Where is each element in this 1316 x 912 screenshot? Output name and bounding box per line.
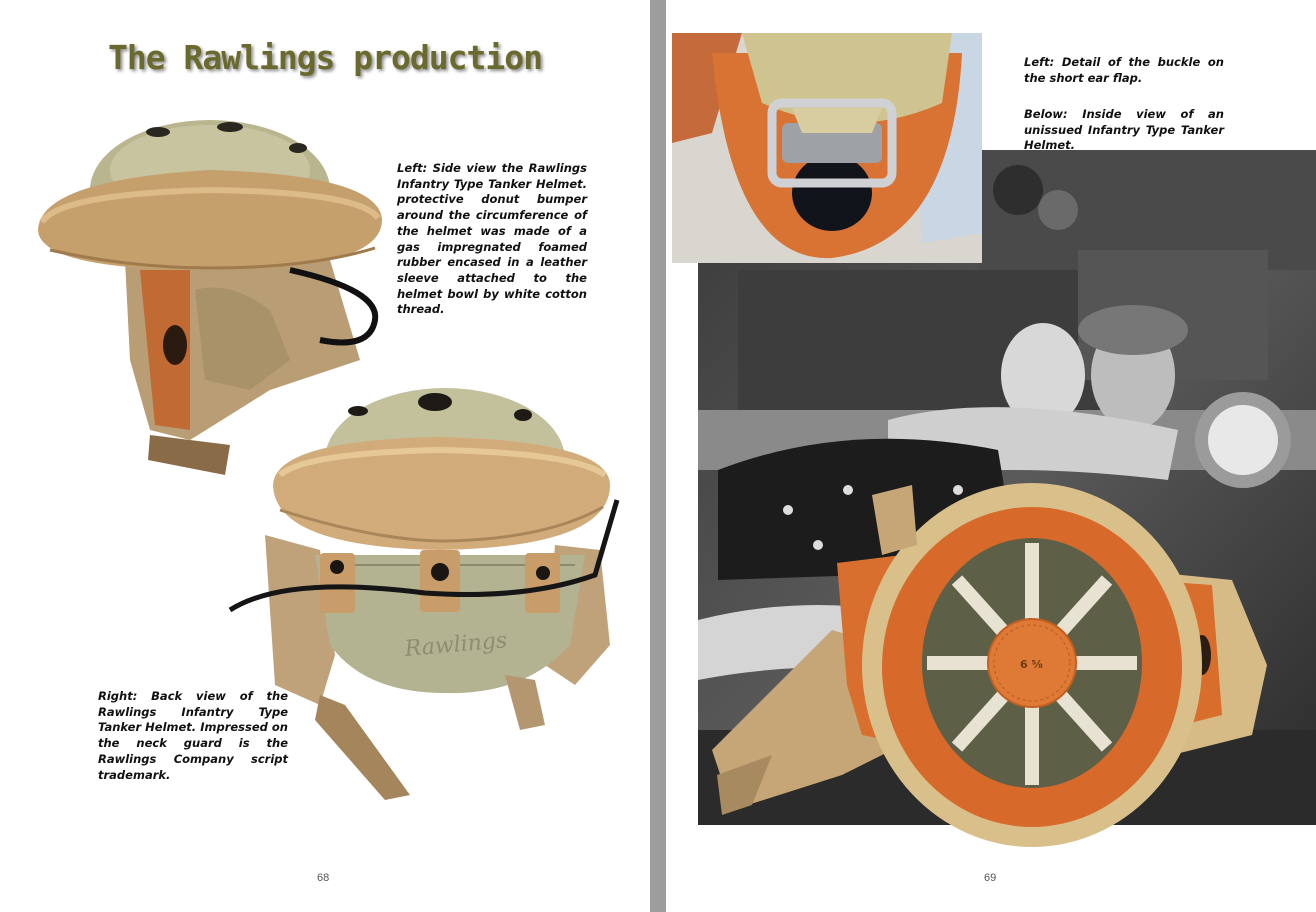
page-title: The Rawlings production	[108, 38, 542, 77]
page-number: 69	[984, 872, 997, 884]
page-gutter	[650, 0, 666, 912]
page-number: 68	[317, 872, 330, 884]
buckle-detail-caption: Left: Detail of the buckle on the short ear flap.	[1024, 55, 1224, 85]
side-view-caption: Left: Side view the Rawlings Infantry Type Tanker Helmet. protective donut bumper around the circumference of the helmet was made of a gas impregnated foamed rubber encased in a leather sleeve attached to the helmet bowl by white cotton thread.	[397, 161, 587, 317]
left-page	[0, 0, 650, 912]
inside-view-caption: Below: Inside view of an unissued Infantry Type Tanker Helmet.	[1024, 107, 1224, 153]
right-page	[666, 0, 1316, 912]
buckle-detail-photo	[672, 33, 982, 263]
rawlings-trademark: Rawlings	[403, 628, 509, 663]
helmet-inside-view-photo	[712, 485, 1292, 845]
back-view-caption: Right: Back view of the Rawlings Infantry Type Tanker Helmet. Impressed on the neck guard is the Rawlings Company script trademark.	[98, 689, 288, 782]
size-stamp: 6 ⅝	[1020, 658, 1043, 671]
